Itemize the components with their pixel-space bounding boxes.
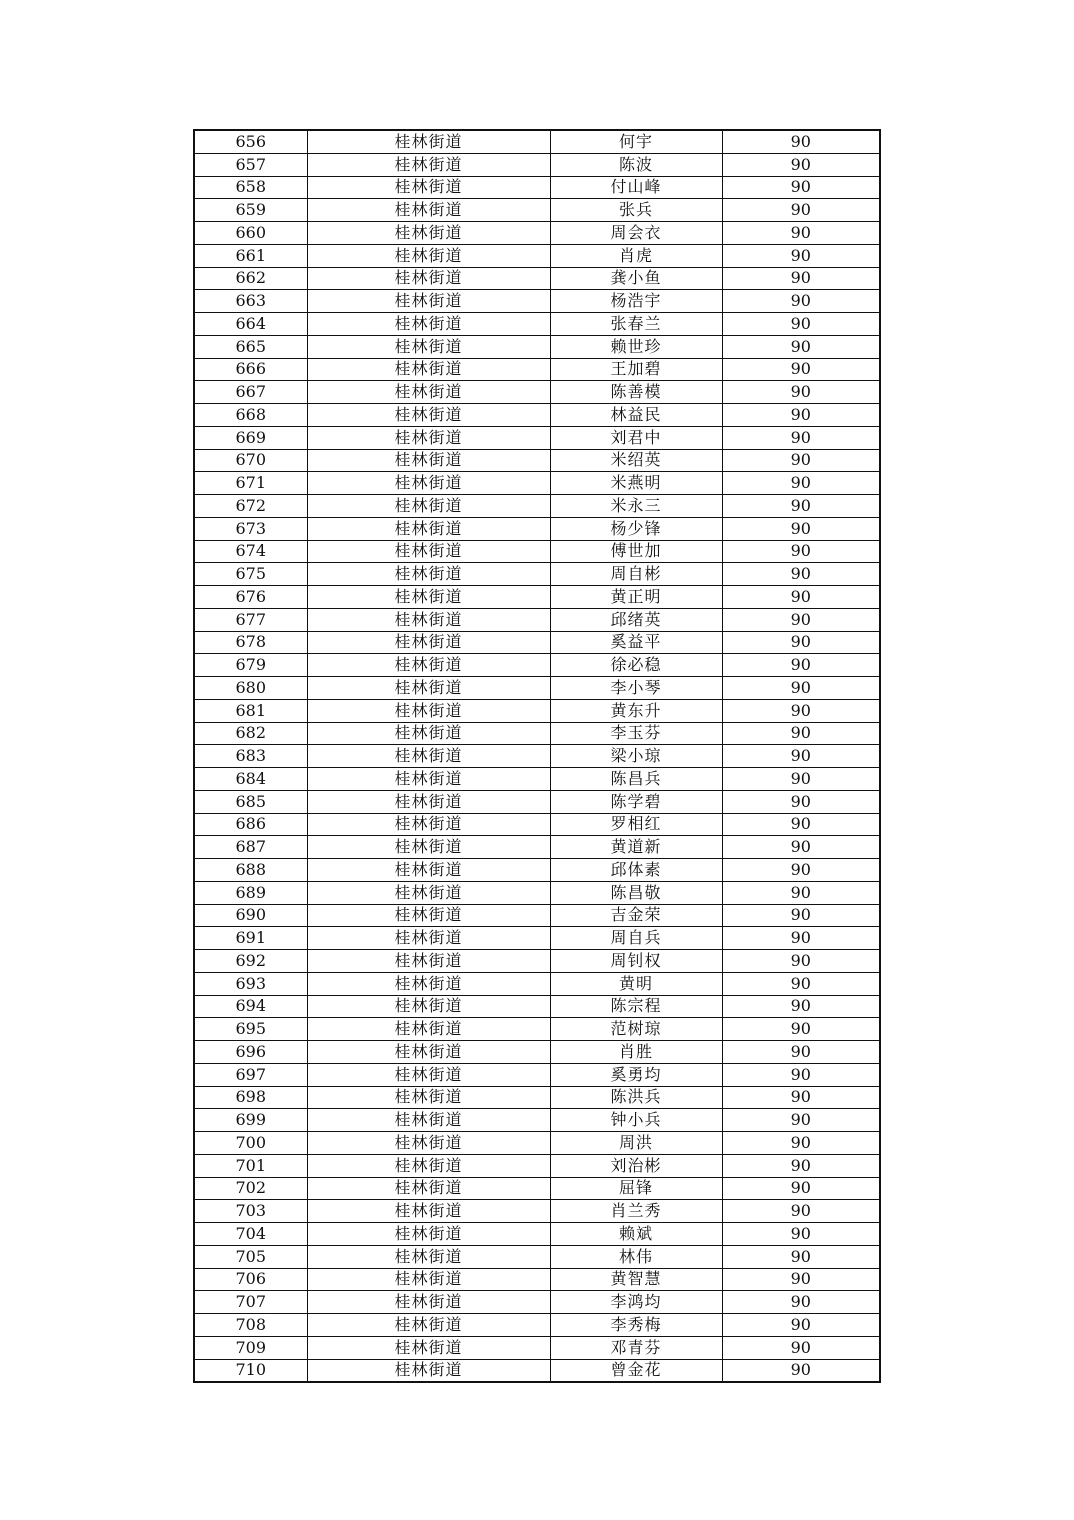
row-number-cell: 683 xyxy=(194,745,307,768)
name-cell: 赖世珍 xyxy=(550,335,722,358)
street-cell: 桂林街道 xyxy=(307,1063,550,1086)
name-cell: 李玉芬 xyxy=(550,722,722,745)
table-row xyxy=(194,813,880,836)
street-cell: 桂林街道 xyxy=(307,563,550,586)
table-row xyxy=(194,608,880,631)
table-row xyxy=(194,1086,880,1109)
row-number-cell: 701 xyxy=(194,1154,307,1177)
street-cell: 桂林街道 xyxy=(307,199,550,222)
row-number-cell: 665 xyxy=(194,335,307,358)
name-cell: 屈锋 xyxy=(550,1177,722,1200)
table-row xyxy=(194,972,880,995)
street-cell: 桂林街道 xyxy=(307,859,550,882)
name-cell: 周洪 xyxy=(550,1132,722,1155)
score-cell: 90 xyxy=(722,540,880,563)
table-row xyxy=(194,1154,880,1177)
row-number-cell: 710 xyxy=(194,1359,307,1382)
row-number-cell: 698 xyxy=(194,1086,307,1109)
row-number-cell: 690 xyxy=(194,904,307,927)
table-row xyxy=(194,927,880,950)
name-cell: 黄明 xyxy=(550,972,722,995)
score-cell: 90 xyxy=(722,1041,880,1064)
street-cell: 桂林街道 xyxy=(307,904,550,927)
score-cell: 90 xyxy=(722,813,880,836)
score-cell: 90 xyxy=(722,836,880,859)
row-number-cell: 687 xyxy=(194,836,307,859)
score-cell: 90 xyxy=(722,608,880,631)
score-cell: 90 xyxy=(722,1063,880,1086)
score-cell: 90 xyxy=(722,995,880,1018)
name-cell: 陈善模 xyxy=(550,381,722,404)
street-cell: 桂林街道 xyxy=(307,426,550,449)
name-cell: 付山峰 xyxy=(550,176,722,199)
street-cell: 桂林街道 xyxy=(307,1109,550,1132)
row-number-cell: 662 xyxy=(194,267,307,290)
street-cell: 桂林街道 xyxy=(307,631,550,654)
street-cell: 桂林街道 xyxy=(307,1336,550,1359)
score-cell: 90 xyxy=(722,1314,880,1337)
name-cell: 陈昌兵 xyxy=(550,768,722,791)
street-cell: 桂林街道 xyxy=(307,130,550,153)
street-cell: 桂林街道 xyxy=(307,995,550,1018)
name-cell: 梁小琼 xyxy=(550,745,722,768)
score-cell: 90 xyxy=(722,313,880,336)
table-row xyxy=(194,404,880,427)
score-cell: 90 xyxy=(722,722,880,745)
score-cell: 90 xyxy=(722,790,880,813)
name-cell: 肖虎 xyxy=(550,244,722,267)
name-cell: 李鸿均 xyxy=(550,1291,722,1314)
street-cell: 桂林街道 xyxy=(307,153,550,176)
row-number-cell: 704 xyxy=(194,1223,307,1246)
name-cell: 陈学碧 xyxy=(550,790,722,813)
row-number-cell: 705 xyxy=(194,1245,307,1268)
score-cell: 90 xyxy=(722,972,880,995)
street-cell: 桂林街道 xyxy=(307,267,550,290)
score-cell: 90 xyxy=(722,1223,880,1246)
street-cell: 桂林街道 xyxy=(307,722,550,745)
table-row xyxy=(194,1200,880,1223)
street-cell: 桂林街道 xyxy=(307,790,550,813)
score-cell: 90 xyxy=(722,267,880,290)
score-cell: 90 xyxy=(722,745,880,768)
table-row xyxy=(194,540,880,563)
score-cell: 90 xyxy=(722,677,880,700)
name-cell: 陈昌敬 xyxy=(550,881,722,904)
score-cell: 90 xyxy=(722,859,880,882)
row-number-cell: 673 xyxy=(194,517,307,540)
table-row xyxy=(194,881,880,904)
street-cell: 桂林街道 xyxy=(307,699,550,722)
name-cell: 周钊权 xyxy=(550,950,722,973)
table-row xyxy=(194,586,880,609)
name-cell: 黄道新 xyxy=(550,836,722,859)
row-number-cell: 661 xyxy=(194,244,307,267)
score-cell: 90 xyxy=(722,290,880,313)
table-row xyxy=(194,699,880,722)
row-number-cell: 697 xyxy=(194,1063,307,1086)
table-row xyxy=(194,790,880,813)
street-cell: 桂林街道 xyxy=(307,404,550,427)
table-row xyxy=(194,1268,880,1291)
table-row xyxy=(194,267,880,290)
row-number-cell: 666 xyxy=(194,358,307,381)
street-cell: 桂林街道 xyxy=(307,1041,550,1064)
name-cell: 刘君中 xyxy=(550,426,722,449)
score-cell: 90 xyxy=(722,586,880,609)
score-cell: 90 xyxy=(722,426,880,449)
table-row xyxy=(194,1223,880,1246)
score-cell: 90 xyxy=(722,1291,880,1314)
street-cell: 桂林街道 xyxy=(307,313,550,336)
row-number-cell: 657 xyxy=(194,153,307,176)
street-cell: 桂林街道 xyxy=(307,472,550,495)
name-cell: 周自兵 xyxy=(550,927,722,950)
score-cell: 90 xyxy=(722,222,880,245)
name-cell: 李秀梅 xyxy=(550,1314,722,1337)
street-cell: 桂林街道 xyxy=(307,517,550,540)
score-cell: 90 xyxy=(722,1336,880,1359)
table-row xyxy=(194,153,880,176)
table-row xyxy=(194,1132,880,1155)
street-cell: 桂林街道 xyxy=(307,381,550,404)
street-cell: 桂林街道 xyxy=(307,1018,550,1041)
name-cell: 罗相红 xyxy=(550,813,722,836)
score-cell: 90 xyxy=(722,1200,880,1223)
row-number-cell: 684 xyxy=(194,768,307,791)
street-cell: 桂林街道 xyxy=(307,1314,550,1337)
score-cell: 90 xyxy=(722,449,880,472)
row-number-cell: 668 xyxy=(194,404,307,427)
name-cell: 曾金花 xyxy=(550,1359,722,1382)
row-number-cell: 700 xyxy=(194,1132,307,1155)
row-number-cell: 678 xyxy=(194,631,307,654)
score-cell: 90 xyxy=(722,1245,880,1268)
street-cell: 桂林街道 xyxy=(307,768,550,791)
table-row xyxy=(194,1291,880,1314)
street-cell: 桂林街道 xyxy=(307,358,550,381)
score-cell: 90 xyxy=(722,904,880,927)
row-number-cell: 674 xyxy=(194,540,307,563)
roster-table-body xyxy=(194,130,880,1382)
table-row xyxy=(194,654,880,677)
score-cell: 90 xyxy=(722,927,880,950)
table-row xyxy=(194,859,880,882)
street-cell: 桂林街道 xyxy=(307,654,550,677)
table-row xyxy=(194,335,880,358)
table-row xyxy=(194,1359,880,1382)
table-row xyxy=(194,426,880,449)
street-cell: 桂林街道 xyxy=(307,813,550,836)
name-cell: 王加碧 xyxy=(550,358,722,381)
row-number-cell: 663 xyxy=(194,290,307,313)
row-number-cell: 695 xyxy=(194,1018,307,1041)
row-number-cell: 691 xyxy=(194,927,307,950)
name-cell: 杨浩宇 xyxy=(550,290,722,313)
score-cell: 90 xyxy=(722,950,880,973)
row-number-cell: 675 xyxy=(194,563,307,586)
street-cell: 桂林街道 xyxy=(307,222,550,245)
row-number-cell: 676 xyxy=(194,586,307,609)
score-cell: 90 xyxy=(722,153,880,176)
roster-table xyxy=(193,129,881,1383)
row-number-cell: 692 xyxy=(194,950,307,973)
name-cell: 龚小鱼 xyxy=(550,267,722,290)
row-number-cell: 679 xyxy=(194,654,307,677)
score-cell: 90 xyxy=(722,244,880,267)
score-cell: 90 xyxy=(722,1359,880,1382)
name-cell: 周会衣 xyxy=(550,222,722,245)
score-cell: 90 xyxy=(722,335,880,358)
name-cell: 米燕明 xyxy=(550,472,722,495)
table-row xyxy=(194,290,880,313)
table-row xyxy=(194,199,880,222)
street-cell: 桂林街道 xyxy=(307,1268,550,1291)
name-cell: 李小琴 xyxy=(550,677,722,700)
name-cell: 何宇 xyxy=(550,130,722,153)
table-row xyxy=(194,768,880,791)
table-row xyxy=(194,1314,880,1337)
score-cell: 90 xyxy=(722,1018,880,1041)
name-cell: 米永三 xyxy=(550,495,722,518)
street-cell: 桂林街道 xyxy=(307,1200,550,1223)
score-cell: 90 xyxy=(722,563,880,586)
name-cell: 赖斌 xyxy=(550,1223,722,1246)
name-cell: 周自彬 xyxy=(550,563,722,586)
street-cell: 桂林街道 xyxy=(307,1245,550,1268)
table-row xyxy=(194,563,880,586)
name-cell: 张兵 xyxy=(550,199,722,222)
name-cell: 刘治彬 xyxy=(550,1154,722,1177)
row-number-cell: 693 xyxy=(194,972,307,995)
street-cell: 桂林街道 xyxy=(307,1291,550,1314)
street-cell: 桂林街道 xyxy=(307,881,550,904)
score-cell: 90 xyxy=(722,199,880,222)
row-number-cell: 669 xyxy=(194,426,307,449)
row-number-cell: 682 xyxy=(194,722,307,745)
score-cell: 90 xyxy=(722,472,880,495)
name-cell: 范树琼 xyxy=(550,1018,722,1041)
table-row xyxy=(194,1063,880,1086)
table-row xyxy=(194,677,880,700)
table-row xyxy=(194,722,880,745)
row-number-cell: 706 xyxy=(194,1268,307,1291)
score-cell: 90 xyxy=(722,130,880,153)
street-cell: 桂林街道 xyxy=(307,540,550,563)
table-row xyxy=(194,381,880,404)
table-row xyxy=(194,130,880,153)
row-number-cell: 703 xyxy=(194,1200,307,1223)
street-cell: 桂林街道 xyxy=(307,745,550,768)
name-cell: 肖兰秀 xyxy=(550,1200,722,1223)
street-cell: 桂林街道 xyxy=(307,1177,550,1200)
row-number-cell: 707 xyxy=(194,1291,307,1314)
name-cell: 傅世加 xyxy=(550,540,722,563)
row-number-cell: 709 xyxy=(194,1336,307,1359)
name-cell: 奚益平 xyxy=(550,631,722,654)
name-cell: 林益民 xyxy=(550,404,722,427)
name-cell: 邓青芬 xyxy=(550,1336,722,1359)
score-cell: 90 xyxy=(722,1177,880,1200)
row-number-cell: 677 xyxy=(194,608,307,631)
score-cell: 90 xyxy=(722,517,880,540)
table-row xyxy=(194,313,880,336)
street-cell: 桂林街道 xyxy=(307,290,550,313)
table-row xyxy=(194,495,880,518)
row-number-cell: 694 xyxy=(194,995,307,1018)
table-row xyxy=(194,1018,880,1041)
name-cell: 吉金荣 xyxy=(550,904,722,927)
row-number-cell: 702 xyxy=(194,1177,307,1200)
row-number-cell: 670 xyxy=(194,449,307,472)
table-row xyxy=(194,745,880,768)
row-number-cell: 708 xyxy=(194,1314,307,1337)
table-row xyxy=(194,1336,880,1359)
name-cell: 张春兰 xyxy=(550,313,722,336)
row-number-cell: 664 xyxy=(194,313,307,336)
score-cell: 90 xyxy=(722,176,880,199)
street-cell: 桂林街道 xyxy=(307,836,550,859)
score-cell: 90 xyxy=(722,1109,880,1132)
street-cell: 桂林街道 xyxy=(307,608,550,631)
table-row xyxy=(194,244,880,267)
row-number-cell: 667 xyxy=(194,381,307,404)
score-cell: 90 xyxy=(722,1086,880,1109)
name-cell: 徐必稳 xyxy=(550,654,722,677)
name-cell: 黄东升 xyxy=(550,699,722,722)
row-number-cell: 656 xyxy=(194,130,307,153)
score-cell: 90 xyxy=(722,1154,880,1177)
table-row xyxy=(194,631,880,654)
name-cell: 陈波 xyxy=(550,153,722,176)
table-row xyxy=(194,222,880,245)
street-cell: 桂林街道 xyxy=(307,1223,550,1246)
row-number-cell: 696 xyxy=(194,1041,307,1064)
name-cell: 杨少锋 xyxy=(550,517,722,540)
row-number-cell: 671 xyxy=(194,472,307,495)
street-cell: 桂林街道 xyxy=(307,677,550,700)
row-number-cell: 688 xyxy=(194,859,307,882)
table-row xyxy=(194,995,880,1018)
name-cell: 黄正明 xyxy=(550,586,722,609)
street-cell: 桂林街道 xyxy=(307,176,550,199)
street-cell: 桂林街道 xyxy=(307,495,550,518)
row-number-cell: 699 xyxy=(194,1109,307,1132)
name-cell: 黄智慧 xyxy=(550,1268,722,1291)
street-cell: 桂林街道 xyxy=(307,335,550,358)
name-cell: 邱绪英 xyxy=(550,608,722,631)
street-cell: 桂林街道 xyxy=(307,586,550,609)
row-number-cell: 685 xyxy=(194,790,307,813)
table-row xyxy=(194,1041,880,1064)
name-cell: 奚勇均 xyxy=(550,1063,722,1086)
score-cell: 90 xyxy=(722,358,880,381)
street-cell: 桂林街道 xyxy=(307,950,550,973)
street-cell: 桂林街道 xyxy=(307,927,550,950)
score-cell: 90 xyxy=(722,1132,880,1155)
table-row xyxy=(194,517,880,540)
table-row xyxy=(194,1109,880,1132)
row-number-cell: 686 xyxy=(194,813,307,836)
table-row xyxy=(194,472,880,495)
table-row xyxy=(194,950,880,973)
row-number-cell: 681 xyxy=(194,699,307,722)
street-cell: 桂林街道 xyxy=(307,1132,550,1155)
table-row xyxy=(194,176,880,199)
street-cell: 桂林街道 xyxy=(307,1086,550,1109)
row-number-cell: 680 xyxy=(194,677,307,700)
table-row xyxy=(194,904,880,927)
name-cell: 钟小兵 xyxy=(550,1109,722,1132)
table-row xyxy=(194,1177,880,1200)
score-cell: 90 xyxy=(722,699,880,722)
name-cell: 肖胜 xyxy=(550,1041,722,1064)
score-cell: 90 xyxy=(722,631,880,654)
name-cell: 米绍英 xyxy=(550,449,722,472)
street-cell: 桂林街道 xyxy=(307,1154,550,1177)
name-cell: 邱体素 xyxy=(550,859,722,882)
score-cell: 90 xyxy=(722,881,880,904)
table-row xyxy=(194,836,880,859)
row-number-cell: 689 xyxy=(194,881,307,904)
street-cell: 桂林街道 xyxy=(307,449,550,472)
score-cell: 90 xyxy=(722,495,880,518)
table-row xyxy=(194,449,880,472)
name-cell: 陈洪兵 xyxy=(550,1086,722,1109)
score-cell: 90 xyxy=(722,381,880,404)
street-cell: 桂林街道 xyxy=(307,1359,550,1382)
name-cell: 陈宗程 xyxy=(550,995,722,1018)
name-cell: 林伟 xyxy=(550,1245,722,1268)
street-cell: 桂林街道 xyxy=(307,972,550,995)
row-number-cell: 660 xyxy=(194,222,307,245)
row-number-cell: 659 xyxy=(194,199,307,222)
table-row xyxy=(194,1245,880,1268)
row-number-cell: 672 xyxy=(194,495,307,518)
score-cell: 90 xyxy=(722,1268,880,1291)
row-number-cell: 658 xyxy=(194,176,307,199)
street-cell: 桂林街道 xyxy=(307,244,550,267)
score-cell: 90 xyxy=(722,768,880,791)
score-cell: 90 xyxy=(722,654,880,677)
table-row xyxy=(194,358,880,381)
score-cell: 90 xyxy=(722,404,880,427)
